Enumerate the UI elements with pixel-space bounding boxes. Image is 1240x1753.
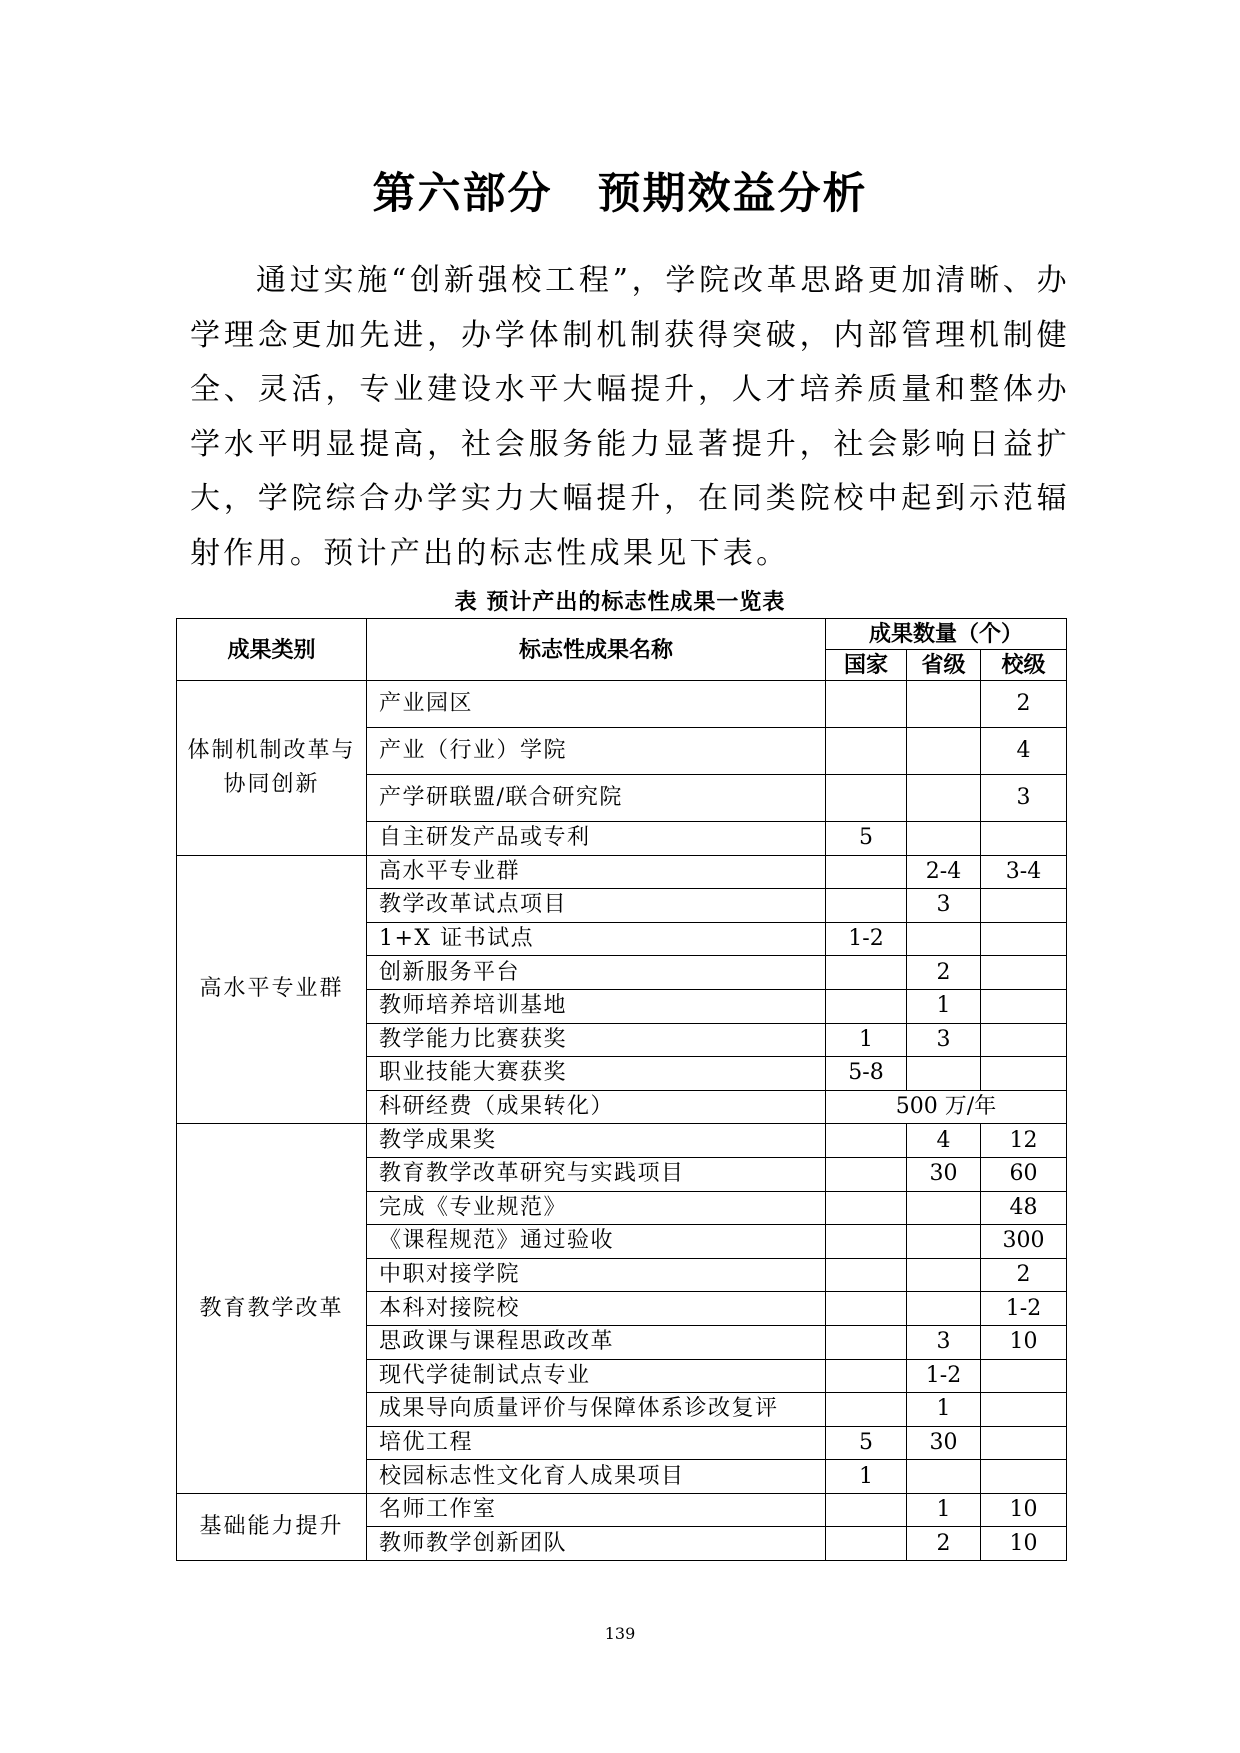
- school-count-cell: 4: [981, 728, 1067, 775]
- category-cell: 高水平专业群: [177, 855, 367, 1124]
- school-count-cell: [981, 922, 1067, 956]
- school-count-cell: 3-4: [981, 855, 1067, 889]
- item-name-cell: 现代学徒制试点专业: [367, 1359, 826, 1393]
- item-name-cell: 思政课与课程思政改革: [367, 1325, 826, 1359]
- item-name-cell: 创新服务平台: [367, 956, 826, 990]
- header-provincial: 省级: [907, 650, 981, 681]
- school-count-cell: 2: [981, 1258, 1067, 1292]
- provincial-count-cell: [907, 728, 981, 775]
- school-count-cell: 10: [981, 1527, 1067, 1561]
- provincial-count-cell: 2-4: [907, 855, 981, 889]
- item-name-cell: 教育教学改革研究与实践项目: [367, 1157, 826, 1191]
- national-count-cell: [826, 1359, 907, 1393]
- national-count-cell: [826, 1393, 907, 1427]
- category-cell: 基础能力提升: [177, 1493, 367, 1560]
- national-count-cell: [826, 681, 907, 728]
- header-name: 标志性成果名称: [367, 619, 826, 681]
- school-count-cell: 48: [981, 1191, 1067, 1225]
- school-count-cell: 60: [981, 1157, 1067, 1191]
- item-name-cell: 1+X 证书试点: [367, 922, 826, 956]
- item-name-cell: 教师教学创新团队: [367, 1527, 826, 1561]
- provincial-count-cell: 1: [907, 1493, 981, 1527]
- national-count-cell: 1: [826, 1023, 907, 1057]
- item-name-cell: 成果导向质量评价与保障体系诊改复评: [367, 1393, 826, 1427]
- provincial-count-cell: 3: [907, 889, 981, 923]
- national-count-cell: 1: [826, 1460, 907, 1494]
- school-count-cell: [981, 1359, 1067, 1393]
- provincial-count-cell: 3: [907, 1023, 981, 1057]
- national-count-cell: [826, 855, 907, 889]
- national-count-cell: 5: [826, 1426, 907, 1460]
- school-count-cell: [981, 989, 1067, 1023]
- school-count-cell: 10: [981, 1493, 1067, 1527]
- provincial-count-cell: 1: [907, 1393, 981, 1427]
- header-category: 成果类别: [177, 619, 367, 681]
- provincial-count-cell: 2: [907, 956, 981, 990]
- national-count-cell: [826, 956, 907, 990]
- item-name-cell: 产业（行业）学院: [367, 728, 826, 775]
- school-count-cell: 300: [981, 1225, 1067, 1259]
- national-count-cell: [826, 1292, 907, 1326]
- item-name-cell: 本科对接院校: [367, 1292, 826, 1326]
- national-count-cell: [826, 1191, 907, 1225]
- national-count-cell: [826, 1527, 907, 1561]
- item-name-cell: 教学能力比赛获奖: [367, 1023, 826, 1057]
- national-count-cell: [826, 1124, 907, 1158]
- table-body: [177, 681, 1067, 1561]
- merged-count-cell: 500 万/年: [826, 1090, 1067, 1124]
- results-table: [176, 618, 1067, 1561]
- school-count-cell: 10: [981, 1325, 1067, 1359]
- school-count-cell: [981, 889, 1067, 923]
- provincial-count-cell: [907, 822, 981, 856]
- provincial-count-cell: [907, 775, 981, 822]
- provincial-count-cell: 1-2: [907, 1359, 981, 1393]
- national-count-cell: [826, 1157, 907, 1191]
- item-name-cell: 《课程规范》通过验收: [367, 1225, 826, 1259]
- category-cell: 体制机制改革与协同创新: [177, 681, 367, 856]
- item-name-cell: 教师培养培训基地: [367, 989, 826, 1023]
- provincial-count-cell: [907, 1225, 981, 1259]
- provincial-count-cell: 1: [907, 989, 981, 1023]
- category-cell: 教育教学改革: [177, 1124, 367, 1494]
- national-count-cell: [826, 1325, 907, 1359]
- national-count-cell: [826, 775, 907, 822]
- provincial-count-cell: [907, 922, 981, 956]
- page-title: 第六部分 预期效益分析: [372, 169, 868, 219]
- item-name-cell: 产业园区: [367, 681, 826, 728]
- header-school: 校级: [981, 650, 1067, 681]
- item-name-cell: 高水平专业群: [367, 855, 826, 889]
- item-name-cell: 名师工作室: [367, 1493, 826, 1527]
- provincial-count-cell: 30: [907, 1157, 981, 1191]
- provincial-count-cell: [907, 1258, 981, 1292]
- national-count-cell: [826, 1493, 907, 1527]
- school-count-cell: 1-2: [981, 1292, 1067, 1326]
- provincial-count-cell: 2: [907, 1527, 981, 1561]
- provincial-count-cell: [907, 1292, 981, 1326]
- school-count-cell: 2: [981, 681, 1067, 728]
- table-caption: 表 预计产出的标志性成果一览表: [454, 589, 786, 615]
- header-national: 国家: [826, 650, 907, 681]
- item-name-cell: 教学改革试点项目: [367, 889, 826, 923]
- provincial-count-cell: 4: [907, 1124, 981, 1158]
- item-name-cell: 自主研发产品或专利: [367, 822, 826, 856]
- national-count-cell: 5-8: [826, 1057, 907, 1091]
- header-count: 成果数量（个）: [826, 619, 1067, 650]
- national-count-cell: [826, 989, 907, 1023]
- item-name-cell: 产学研联盟/联合研究院: [367, 775, 826, 822]
- item-name-cell: 职业技能大赛获奖: [367, 1057, 826, 1091]
- table-row: [177, 681, 1067, 728]
- item-name-cell: 中职对接学院: [367, 1258, 826, 1292]
- national-count-cell: 1-2: [826, 922, 907, 956]
- provincial-count-cell: [907, 1057, 981, 1091]
- item-name-cell: 教学成果奖: [367, 1124, 826, 1158]
- national-count-cell: [826, 889, 907, 923]
- school-count-cell: [981, 1023, 1067, 1057]
- intro-paragraph: 通过实施“创新强校工程”，学院改革思路更加清晰、办学理念更加先进，办学体制机制获得突破，内部管理机制健全、灵活，专业建设水平大幅提升，人才培养质量和整体办学水平明显提高，社会服务能力显著提升，社会影响日益扩大，学院综合办学实力大幅提升，在同类院校中起到示范辐射作用。预计产出的标志性成果见下表。: [190, 263, 1070, 571]
- school-count-cell: [981, 1057, 1067, 1091]
- school-count-cell: 3: [981, 775, 1067, 822]
- school-count-cell: [981, 1460, 1067, 1494]
- item-name-cell: 科研经费（成果转化）: [367, 1090, 826, 1124]
- national-count-cell: [826, 1258, 907, 1292]
- school-count-cell: [981, 956, 1067, 990]
- provincial-count-cell: 3: [907, 1325, 981, 1359]
- school-count-cell: [981, 1393, 1067, 1427]
- school-count-cell: [981, 1426, 1067, 1460]
- national-count-cell: [826, 728, 907, 775]
- item-name-cell: 完成《专业规范》: [367, 1191, 826, 1225]
- intro-paragraph-block: [190, 254, 1070, 581]
- table-row: [177, 1493, 1067, 1527]
- provincial-count-cell: [907, 681, 981, 728]
- school-count-cell: 12: [981, 1124, 1067, 1158]
- school-count-cell: [981, 822, 1067, 856]
- item-name-cell: 校园标志性文化育人成果项目: [367, 1460, 826, 1494]
- item-name-cell: 培优工程: [367, 1426, 826, 1460]
- national-count-cell: 5: [826, 822, 907, 856]
- page-number: 139: [604, 1624, 636, 1643]
- provincial-count-cell: [907, 1460, 981, 1494]
- table-row: [177, 1124, 1067, 1158]
- provincial-count-cell: 30: [907, 1426, 981, 1460]
- national-count-cell: [826, 1225, 907, 1259]
- table-row: [177, 855, 1067, 889]
- provincial-count-cell: [907, 1191, 981, 1225]
